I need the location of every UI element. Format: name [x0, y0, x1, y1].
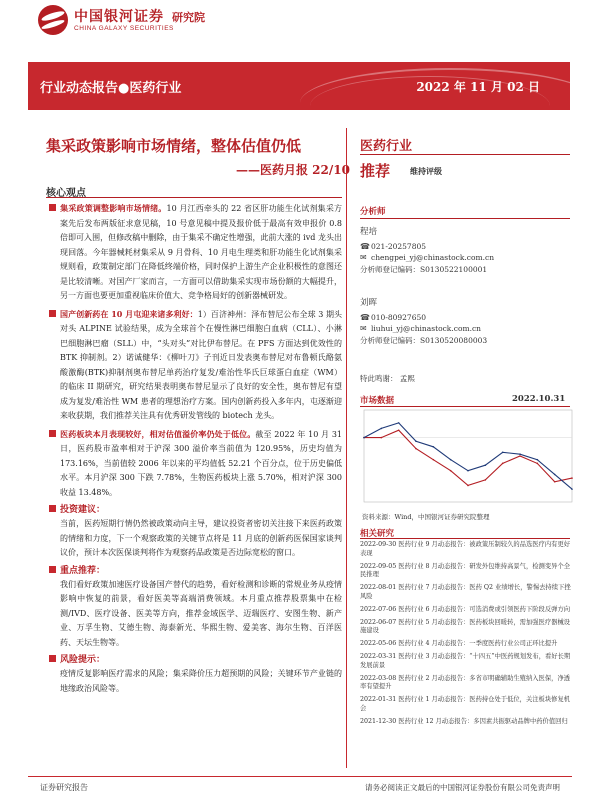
invest-body: 当前，医药短期行情仍然被政策动向主导，建议投资者密切关注接下来医药政策的情绪和力度，下一个观察政策的关键节点将是 11 月底的创新药医保国家谈判议价，预计本次医保谈判将作为观察药品政策是否边际宽松的窗口。 [60, 519, 342, 557]
chart-point [571, 477, 573, 479]
footer-divider [28, 776, 572, 777]
chart-point [398, 429, 400, 431]
report-banner [28, 62, 570, 110]
chart-point [502, 463, 504, 465]
phone-icon: ☎ [360, 312, 370, 322]
email-icon: ✉ [360, 253, 367, 262]
chart-point [554, 481, 556, 483]
square-bullet-icon [49, 505, 56, 512]
core-point-3: 医药板块本月表现较好，相对估值溢价率仍处于低位。截至 2022 年 10 月 31 日，医药股市盈率相对于沪深 300 溢价率当前值为 120.95%，历史均值为 173.16%，当前值较 2006 年以来的平均值低 52.21 个百分点，位于历史偏低水平。本月沪深 300 下跌 7.78%，生物医药板块上涨 5.70%，相对沪深 300 收益 13.48%。 [60, 427, 342, 501]
square-bullet-icon [49, 204, 56, 211]
related-heading: 相关研究 [360, 529, 395, 539]
chart-point [398, 422, 400, 424]
market-date: 2022.10.31 [512, 394, 566, 404]
core-point-2: 国产创新药在 10 月屯迎来诸多利好：1）百济神州：泽布替尼公布全球 3 期头对头 ALPINE 试验结果，成为全球首个在慢性淋巴细胞白血病（CLL）、小淋巴细胞淋巴瘤（SLL）中，“头对头”对比伊布替尼。在 PFS 方面达到优效性的 BTK 抑制剂。2）诺诚健华：《柳叶刀》子刊近日发表奥布替尼对布鲁顿氏酪氨酸激酶(BTK)抑制剂奥布替尼单药治疗复发/难治性华氏巨球蛋白血症（WM）的临床 II 期研究，研究结果表明奥布替尼显示了良好的安全性，奥布替尼有望成为复发/难治性 WM 患者的理想治疗方案。国内创新药投入多年内，屯逐渐迎来收获期，我们推荐关注具有优秀研发管线的 biotech 龙头。 [60, 307, 342, 424]
company-name-cn: 中国银河证券 [74, 9, 164, 25]
chart-point [415, 440, 417, 442]
analyst-heading: 分析师 [360, 207, 386, 217]
related-item[interactable]: 2022-09-30 医药行业 9 月动态报告：被政策压制较久的品选医疗内有更好表现 [360, 541, 571, 557]
core-point-1: 集采政策调整影响市场情绪。10 月江西牵头的 22 省区肝功能生化试剂集采方案先后发布两版征求意见稿，10 号意见稿中提及报价低于最高有效申报价 0.8 倍即可入围，但修改稿中删除，由于集采不确定性增强，此前大涨的 ivd 龙头出现回落。今年器械耗材集采从 9 月骨科、10 月电生理类和肝功能生化试剂集采规则看，政策制定部门在降低终端价格，同时保护上游生产企业积极性的意图还是比较清晰。对国产厂家而言，一方面可以借助集采实现市场份额的大幅提升，另一方面也要更加重视临床价值大、竞争格局好的创新器械研发。 [60, 201, 342, 304]
phone-icon: ☎ [360, 241, 370, 251]
analyst-phone: 021-20257805 [371, 241, 427, 251]
chart-series-line-2 [364, 423, 572, 489]
risk-body: 疫情反复影响医疗需求的风险；集采降价压力超预期的风险；关键环节产业链的地缘政治风险等。 [60, 669, 342, 693]
column-divider [346, 128, 347, 768]
related-item[interactable]: 2022-08-01 医药行业 7 月动态报告：医药 Q2 业绩增长，警惕去持续下挫风险 [360, 584, 571, 600]
related-item[interactable]: 2022-03-31 医药行业 3 月动态报告：“十四五”中医药规划发布，看好长期发展前景 [360, 652, 571, 669]
report-title: 集采政策影响市场情绪，整体估值仍低 [46, 137, 302, 155]
chart-series-line-1 [364, 430, 572, 485]
company-logo [38, 5, 68, 35]
analyst-2 [360, 298, 575, 346]
related-divider [360, 538, 570, 539]
chart-point [381, 428, 383, 430]
chart-point [519, 453, 521, 455]
chart-point [537, 459, 539, 461]
related-item[interactable]: 2022-07-06 医药行业 6 月动态报告：可选消费或引领医药下阶段反弹方向 [360, 605, 571, 613]
chart-point [433, 446, 435, 448]
focus-heading: 重点推荐： [60, 564, 342, 578]
chart-point [467, 485, 469, 487]
chart-source: 资料来源：Wind，中国银河证券研究院整理 [362, 513, 490, 521]
related-item[interactable]: 2022-03-08 医药行业 2 月动态报告：多省市明确辅助生殖纳入医保，净透率有望提升 [360, 674, 571, 691]
chart-point [415, 448, 417, 450]
analyst-cert: 分析师登记编码：S0130520080003 [360, 335, 488, 345]
related-item[interactable]: 2022-06-07 医药行业 5 月动态报告：医药板块回暖转，需加强医疗器械设施建设 [360, 618, 571, 635]
chart-point [467, 470, 469, 472]
analyst-email[interactable]: liuhui_yj@chinastock.com.cn [371, 324, 481, 333]
analyst-cert: 分析师登记编码：S0130522100001 [360, 264, 488, 274]
chart-point [433, 459, 435, 461]
industry-divider [360, 154, 570, 155]
report-type: 行业动态报告●医药行业 [40, 81, 182, 96]
chart-point [571, 488, 573, 490]
chart-point [363, 437, 365, 439]
chart-point [450, 470, 452, 472]
report-date: 2022 年 11 月 02 日 [416, 80, 540, 94]
related-list [360, 541, 572, 731]
analyst-divider [360, 218, 570, 219]
acknowledgement: 特此鸣谢： 孟熙 [360, 374, 415, 383]
related-item[interactable]: 2022-09-05 医药行业 8 月动态报告：研发外包维持高景气，检测变异个全民推理 [360, 562, 571, 579]
industry-label: 医药行业 [360, 139, 413, 154]
chart-point [502, 452, 504, 454]
square-bullet-icon [49, 430, 56, 437]
core-views [60, 201, 342, 699]
rating-sub: 维持评级 [410, 166, 442, 176]
related-item[interactable]: 2021-12-30 医药行业 12 月动态报告：多因素共振驱动品牌中药价值回归 [360, 717, 568, 725]
analyst-name: 程培 [360, 227, 378, 237]
chart-point [485, 464, 487, 466]
analyst-email[interactable]: chengpei_yj@chinastock.com.cn [371, 253, 495, 262]
email-icon: ✉ [360, 324, 367, 333]
chart-point [485, 479, 487, 481]
analyst-phone: 010-80927650 [371, 312, 427, 322]
analyst-name: 刘晖 [360, 298, 378, 308]
core-divider [46, 197, 342, 198]
chart-point [554, 474, 556, 476]
related-item[interactable]: 2022-01-31 医药行业 1 月动态报告：医药持仓处于低位，关注板块修复机会 [360, 696, 571, 712]
chart-point [519, 455, 521, 457]
market-heading: 市场数据 [360, 396, 395, 406]
report-subtitle: ——医药月报 22/10 [236, 163, 350, 177]
institute-label: 研究院 [172, 11, 205, 24]
square-bullet-icon [49, 310, 56, 317]
rating-label: 推荐 [360, 162, 391, 180]
related-item[interactable]: 2022-05-06 医药行业 4 月动态报告：一季度医药行业公司正环比提升 [360, 640, 558, 648]
invest-heading: 投资建议： [60, 503, 342, 517]
footer-label: 证券研究报告 [40, 783, 88, 792]
chart-point [450, 459, 452, 461]
analyst-1 [360, 227, 575, 275]
square-bullet-icon [49, 566, 56, 573]
chart-point [537, 463, 539, 465]
market-line-chart [358, 404, 578, 508]
company-name-en: CHINA GALAXY SECURITIES [74, 25, 174, 32]
focus-body: 我们看好政策加速医疗设备国产替代的趋势，看好检测和诊断的常规业务从疫情影响中恢复的前景，看好医美等高端消费领域。本月重点推荐股票集中在检测/IVD、医疗设备、医美等方向，推荐金域医学、迈瑞医疗、安图生物、新产业、万孚生物、艾德生物、海泰新光、华熙生物、爱美客、海尔生物、百洋医药、天坛生物等。 [60, 579, 342, 647]
chart-point [381, 437, 383, 439]
risk-heading: 风险提示： [60, 653, 342, 667]
core-heading: 核心观点 [46, 188, 86, 199]
square-bullet-icon [49, 655, 56, 662]
footer-disclaimer: 请务必阅读正文最后的中国银河证券股份有限公司免责声明 [365, 783, 560, 792]
